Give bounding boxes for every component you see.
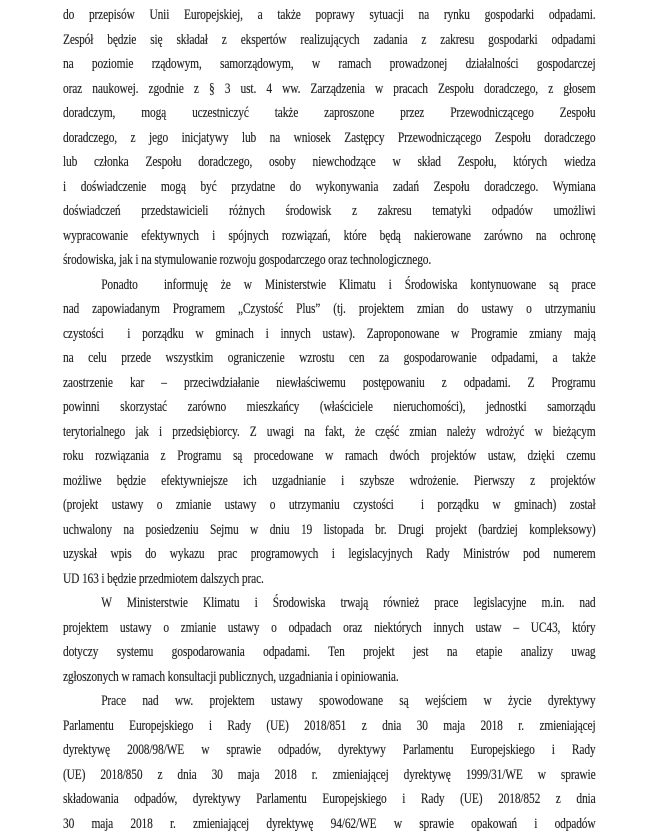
text-line: składowania odpadów, dyrektywy Parlamentu Europejskiego i Rady (UE) 2018/852 z dnia — [63, 791, 596, 807]
text-line: lub członka Zespołu doradczego, osoby niewchodzące w skład Zespołu, których wiedza — [63, 154, 596, 170]
text-line: 30 maja 2018 r. zmieniającej dyrektywę 94/62/WE w sprawie opakowań i odpadów — [63, 815, 596, 832]
text-line: dotyczy systemu gospodarowania odpadami. Ten projekt jest na etapie analizy uwag — [63, 644, 596, 660]
text-line: uzyskał wpis do wykazu prac programowych i legislacyjnych Rady Ministrów pod numerem — [63, 546, 596, 562]
text-line: UD 163 i będzie przedmiotem dalszych prac. — [63, 570, 264, 587]
text-line: Zespół będzie się składał z ekspertów realizujących zadania z zakresu gospodarki odpadami — [63, 31, 596, 48]
document-text — [63, 3, 596, 832]
text-line: na celu przede wszystkim ograniczenie wzrostu cen za gospodarowanie odpadami, a także — [63, 350, 596, 366]
text-line: projektem ustawy o zmianie ustawy o odpadach oraz niektórych innych ustaw – UC43, który — [63, 619, 596, 636]
text-line: na poziomie rządowym, samorządowym, w ramach prowadzonej działalności gospodarczej — [63, 56, 596, 72]
text-line: środowiska, jak i na stymulowanie rozwoju gospodarczego oraz technologicznego. — [63, 252, 432, 268]
text-line: nad zapowiadanym Programem „Czystość Plus” (tj. projektem zmian do ustawy o utrzymaniu — [63, 301, 596, 317]
text-line: czystości i porządku w gminach i innych ustaw). Zaproponowane w Programie zmiany mają — [63, 325, 596, 342]
text-line: zaostrzenie kar – przeciwdziałanie niewłaściwemu postępowaniu z odpadami. Z Programu — [63, 374, 596, 391]
text-line: do przepisów Unii Europejskiej, a także poprawy sytuacji na rynku gospodarki odpadami. — [63, 7, 596, 23]
text-line: zgłoszonych w ramach konsultacji publicznych, uzgadniania i opiniowania. — [63, 668, 399, 685]
text-line: uchwalony na posiedzeniu Sejmu w dniu 19 listopada br. Drugi projekt (bardziej kompleksowy) — [63, 521, 596, 538]
text-line: oraz naukowej. zgodnie z § 3 ust. 4 ww. Zarządzenia w pracach Zespołu doradczego, z głosem — [63, 80, 596, 97]
text-line: roku rozwiązania z Programu są procedowane w ramach dwóch projektów ustaw, dzięki czemu — [63, 448, 596, 464]
text-line: doradczego, z jego inicjatywy lub na wniosek Zastępcy Przewodniczącego Zespołu doradczego — [63, 129, 596, 146]
text-line: terytorialnego jak i przedsiębiorcy. Z uwagi na fakt, że część zmian należy wdrożyć w bieżącym — [63, 423, 596, 440]
text-line: wypracowanie efektywnych i spójnych rozwiązań, które będą nakierowane zarówno na ochronę — [63, 227, 596, 244]
text-line: W Ministerstwie Klimatu i Środowiska trwają również prace legislacyjne m.in. nad — [101, 595, 596, 611]
text-line: Prace nad ww. projektem ustawy spowodowane są wejściem w życie dyrektywy — [101, 693, 596, 709]
text-line: (projekt ustawy o zmianie ustawy o utrzymaniu czystości i porządku w gminach) został — [63, 497, 596, 513]
text-line: i doświadczenie mogą być przydatne do wykonywania zadań Zespołu doradczego. Wymiana — [63, 178, 596, 195]
text-line: doradczym, mogą uczestniczyć także zaproszone przez Przewodniczącego Zespołu — [63, 105, 596, 121]
text-line: doświadczeń przedstawicieli różnych środowisk z zakresu tematyki odpadów umożliwi — [63, 203, 596, 219]
text-line: (UE) 2018/850 z dnia 30 maja 2018 r. zmieniającej dyrektywę 1999/31/WE w sprawie — [63, 766, 596, 783]
text-line: powinni skorzystać zarówno mieszkańcy (właściciele nieruchomości), jednostki samorządu — [63, 399, 596, 415]
text-line: Parlamentu Europejskiego i Rady (UE) 2018/851 z dnia 30 maja 2018 r. zmieniającej — [63, 717, 596, 734]
text-line: dyrektywę 2008/98/WE w sprawie odpadów, dyrektywy Parlamentu Europejskiego i Rady — [63, 742, 596, 758]
text-line: możliwe będzie efektywniejsze ich uzgadnianie i szybsze wdrożenie. Pierwszy z projektów — [63, 472, 596, 489]
text-line: Ponadto informuję że w Ministerstwie Klimatu i Środowiska kontynuowane są prace — [101, 276, 596, 293]
